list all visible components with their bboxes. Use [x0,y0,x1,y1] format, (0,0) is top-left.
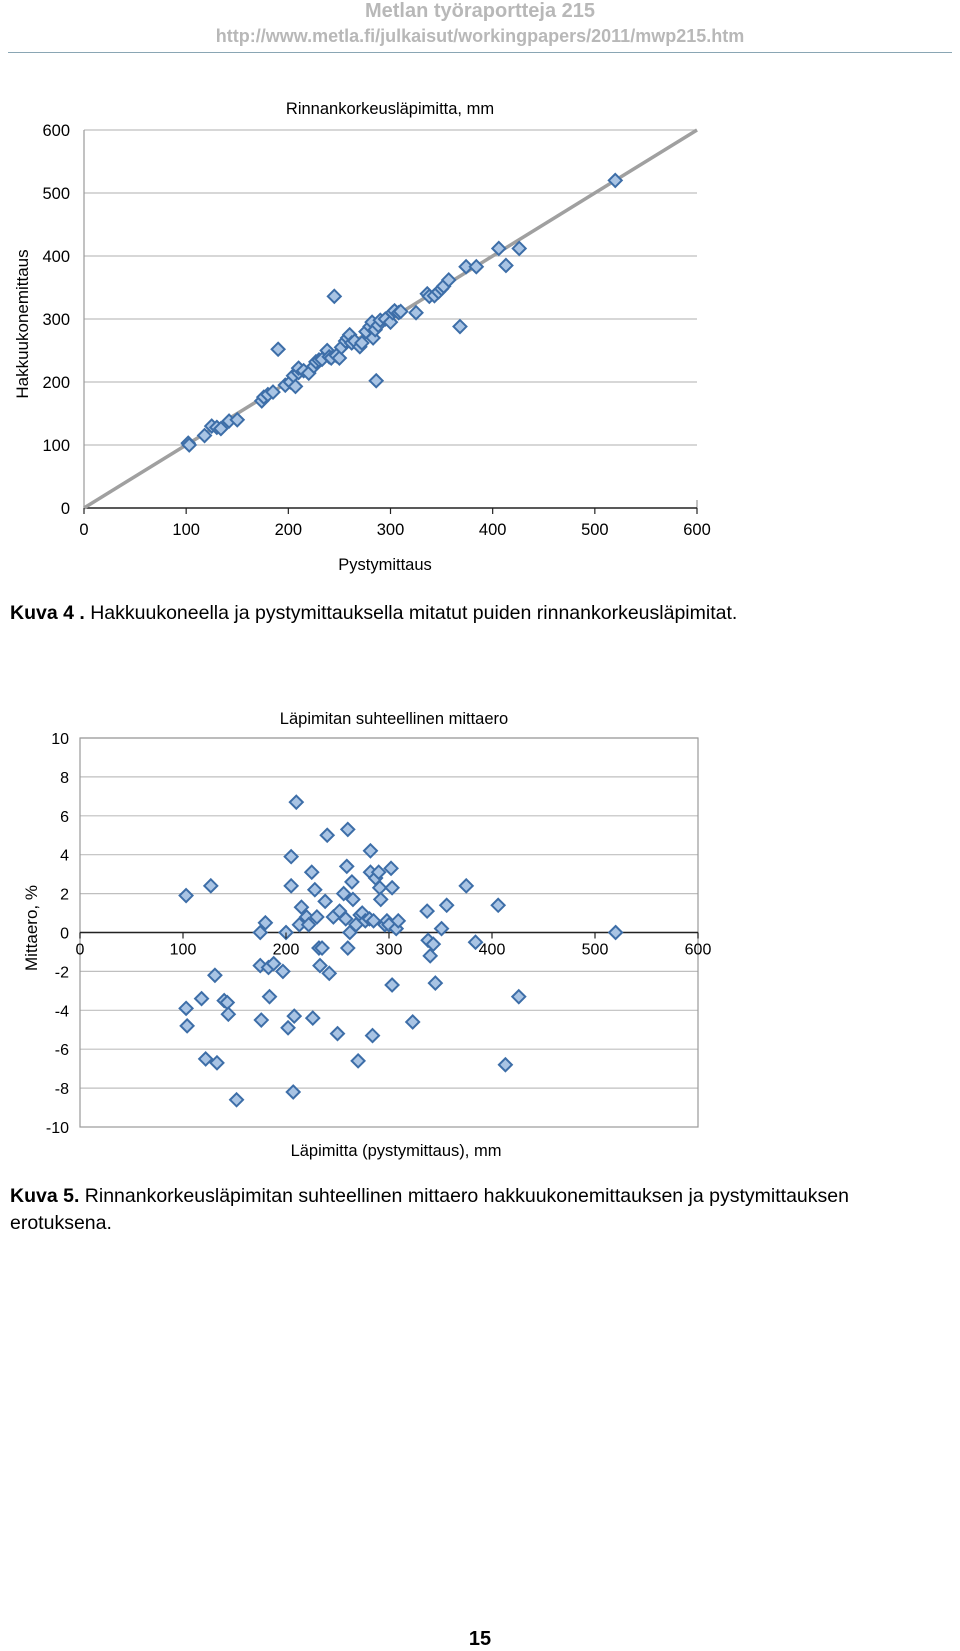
data-point [272,343,285,356]
y-tick-label: -4 [54,1003,69,1021]
data-point [345,875,358,888]
figure-label: Kuva 5. [10,1185,80,1207]
data-point [340,860,353,873]
data-point [429,977,442,990]
y-tick-label: -10 [45,1120,69,1137]
x-tick-label: 0 [79,521,89,539]
report-url-link[interactable]: http://www.metla.fi/julkaisut/workingpapers/2011/mwp215.htm [215,26,745,46]
data-point [285,850,298,863]
y-tick-label: 0 [60,500,70,518]
chart-relative-difference [0,700,960,1180]
y-tick-label: 600 [42,122,70,140]
data-point [204,879,217,892]
y-tick-label: 200 [42,374,70,392]
data-point [263,990,276,1003]
data-point [305,866,318,879]
data-point [308,883,321,896]
y-tick-label: 4 [60,847,69,865]
data-point [364,844,377,857]
data-point [385,862,398,875]
chart-title: Rinnankorkeusläpimitta, mm [285,100,495,118]
y-tick-label: -6 [54,1042,69,1060]
data-point [512,990,525,1003]
chart-diameter-comparison [0,90,960,590]
data-point [609,926,622,939]
y-tick-label: 400 [42,248,70,266]
data-point [453,320,466,333]
data-point [230,1093,243,1106]
y-tick-label: -8 [54,1081,69,1099]
y-tick-label: -2 [54,964,69,982]
data-point [255,1014,268,1027]
x-tick-label: 100 [172,521,200,539]
data-point [386,881,399,894]
data-point [341,942,354,955]
y-axis-label: Hakkuukonemittaus [13,249,32,399]
data-point [374,893,387,906]
data-point [208,969,221,982]
x-axis-label: Läpimitta (pystymittaus), mm [290,1142,502,1160]
data-point [276,965,289,978]
data-point [290,796,303,809]
data-point [406,1015,419,1028]
data-point [386,979,399,992]
figure-caption-5 [10,1183,950,1237]
x-tick-label: 500 [581,941,609,959]
data-point [460,879,473,892]
y-tick-label: 2 [60,886,69,904]
y-tick-label: 0 [60,925,69,943]
figure-caption-text: Rinnankorkeusläpimitan suhteellinen mittaero hakkuukonemittauksen ja pystymittauksen erotuksena. [10,1185,849,1234]
data-point [424,949,437,962]
y-tick-label: 6 [60,808,69,826]
data-point [328,290,341,303]
data-point [287,1085,300,1098]
x-tick-label: 100 [169,941,197,959]
data-point [492,899,505,912]
data-point [222,1008,235,1021]
x-tick-label: 400 [478,521,507,539]
data-point [499,1058,512,1071]
data-point [319,895,332,908]
data-point [282,1021,295,1034]
data-point [181,1019,194,1032]
data-point [341,823,354,836]
data-point [421,905,434,918]
x-tick-label: 500 [581,521,609,539]
x-axis-label: Pystymittaus [338,556,432,574]
data-point [366,1029,379,1042]
data-point [331,1027,344,1040]
x-tick-label: 200 [274,521,303,539]
y-axis-label: Mittaero, % [22,885,41,971]
x-tick-label: 600 [684,941,712,959]
data-point [195,992,208,1005]
figure-caption-text: Hakkuukoneella ja pystymittauksella mitatut puiden rinnankorkeusläpimitat. [90,602,738,624]
x-tick-label: 0 [75,941,85,959]
x-tick-label: 400 [478,941,506,959]
y-tick-label: 8 [60,769,69,787]
x-tick-label: 300 [376,521,405,539]
header-divider [8,52,952,53]
y-tick-label: 500 [42,185,70,203]
x-tick-label: 600 [683,521,711,539]
data-point [288,1010,301,1023]
data-point [321,829,334,842]
data-point [306,1012,319,1025]
data-point [440,899,453,912]
y-tick-label: 10 [51,731,69,748]
data-point [285,879,298,892]
data-point [180,1002,193,1015]
y-tick-label: 100 [42,437,70,455]
data-point [352,1054,365,1067]
data-point [313,959,326,972]
data-point [370,374,383,387]
chart-title: Läpimitan suhteellinen mittaero [279,710,509,728]
data-point [499,259,512,272]
figure-label: Kuva 4 . [10,602,85,624]
y-tick-label: 300 [42,311,70,329]
figure-caption-4 [10,600,950,627]
data-point [410,306,423,319]
data-point [323,967,336,980]
page-number: 15 [468,1628,492,1650]
x-tick-label: 300 [375,941,403,959]
data-point [180,889,193,902]
x-tick-label: 200 [272,941,300,959]
report-series-title: Metlan työraportteja 215 [364,0,596,22]
